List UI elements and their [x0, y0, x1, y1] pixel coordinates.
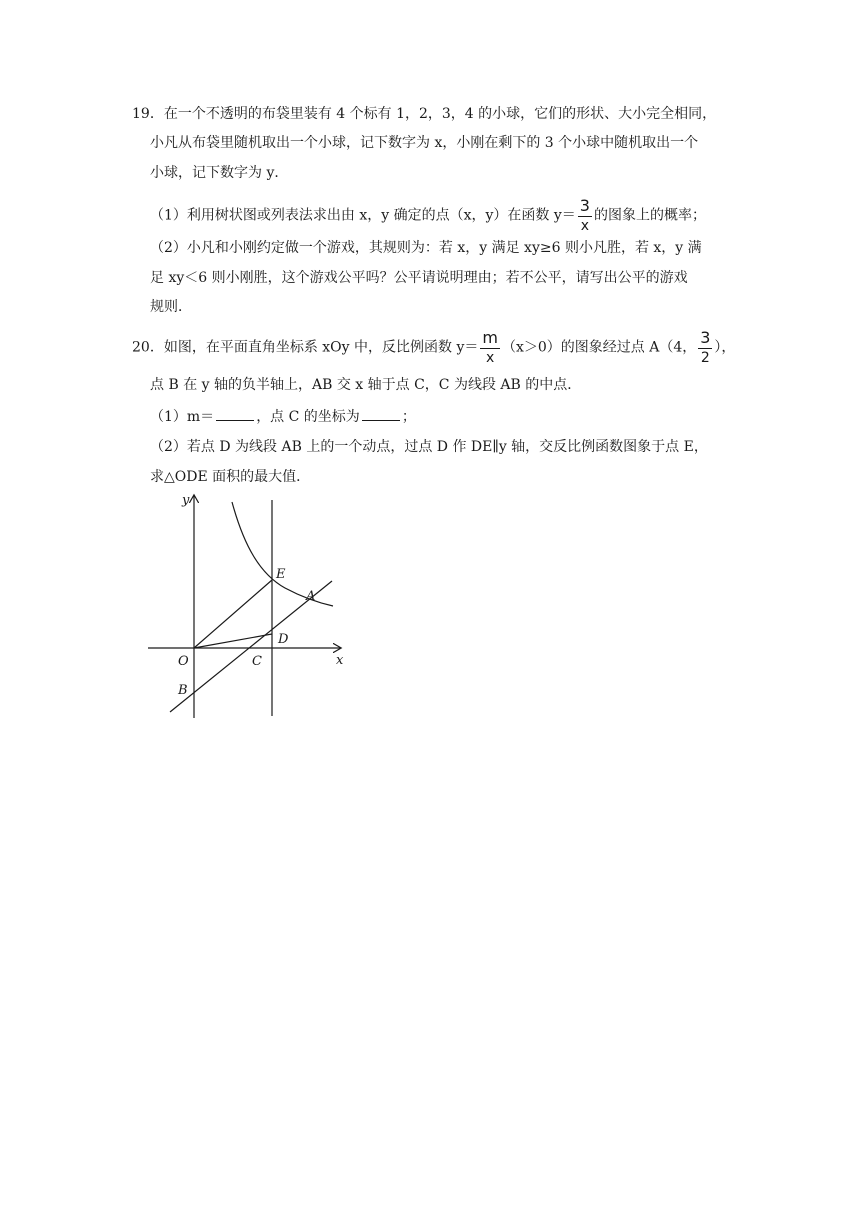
- label-y: y: [182, 493, 190, 508]
- q20-part1: [150, 406, 416, 427]
- answer-blank-m[interactable]: [216, 406, 254, 421]
- q20-part1-a: （1）m＝: [150, 409, 215, 425]
- q20-fraction-3-2: $\frac{3}{2}$: [700, 328, 711, 366]
- segment-od: [194, 634, 272, 648]
- answer-blank-c[interactable]: [362, 406, 400, 421]
- segment-oe: [194, 580, 272, 648]
- label-c: C: [252, 654, 262, 669]
- label-x: x: [336, 653, 344, 668]
- q19-line2: 小凡从布袋里随机取出一个小球，记下数字为 x，小刚在剩下的 3 个小球中随机取出一个: [150, 135, 699, 151]
- q19-fraction: $\frac{3}{x}$: [579, 196, 590, 234]
- q20-part2-line2: 求△ODE 面积的最大值．: [150, 469, 311, 485]
- q20-fraction-m: $\frac{m}{x}$: [482, 328, 498, 366]
- q19-part1-after: 的图象上的概率；: [593, 207, 706, 224]
- q20-part2-line1: （2）若点 D 为线段 AB 上的一个动点，过点 D 作 DE∥y 轴，交反比例函数图象于点 E，: [150, 439, 708, 455]
- q19-line3: 小球，记下数字为 y．: [150, 165, 289, 181]
- q19-part1: [150, 198, 706, 233]
- q20-line1-b: （x＞0）的图象经过点 A（4，: [501, 339, 697, 356]
- q19-part2-line2: 足 xy＜6 则小刚胜，这个游戏公平吗？公平请说明理由；若不公平，请写出公平的游戏: [150, 270, 688, 286]
- q20-line1-c: ），: [714, 339, 736, 356]
- hyperbola-curve: [232, 502, 333, 606]
- coordinate-figure: [140, 488, 370, 723]
- label-b: B: [178, 683, 188, 698]
- q19-part2-line3: 规则．: [150, 299, 192, 315]
- q20-line2: 点 B 在 y 轴的负半轴上，AB 交 x 轴于点 C，C 为线段 AB 的中点．: [150, 377, 582, 393]
- label-d: D: [278, 632, 289, 647]
- q20-part1-c: ；: [401, 409, 416, 425]
- q19-part1-before: （1）利用树状图或列表法求出由 x，y 确定的点（x，y）在函数 y＝: [150, 207, 576, 224]
- q20-line1: [132, 330, 735, 365]
- q19-part2-line1: （2）小凡和小刚约定做一个游戏，其规则为：若 x，y 满足 xy≥6 则小凡胜，若 x，y 满: [150, 240, 702, 256]
- label-a: A: [306, 589, 316, 604]
- q20-line1-a: 20．如图，在平面直角坐标系 xOy 中，反比例函数 y＝: [132, 339, 479, 356]
- q19-line1: 19．在一个不透明的布袋里装有 4 个标有 1，2，3，4 的小球，它们的形状、大小完全相同，: [132, 106, 717, 122]
- label-o: O: [178, 654, 189, 669]
- q20-part1-b: ，点 C 的坐标为: [256, 409, 360, 425]
- label-e: E: [276, 567, 286, 582]
